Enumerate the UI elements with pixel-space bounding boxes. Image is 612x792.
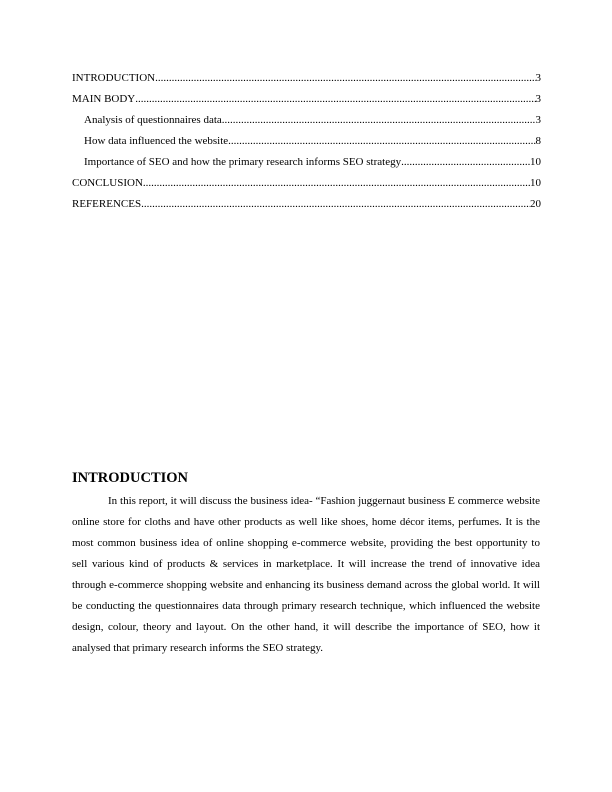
- introduction-heading: INTRODUCTION: [72, 470, 189, 486]
- toc-entry-how-data-influenced[interactable]: [72, 134, 541, 155]
- toc-entry-label: REFERENCES: [72, 198, 142, 210]
- toc-dot-leader: [222, 113, 536, 127]
- toc-entry-analysis-of-questionnaires[interactable]: [72, 113, 541, 134]
- toc-entry-page: 3: [535, 93, 541, 105]
- introduction-paragraph: In this report, it will discuss the business idea- “Fashion juggernaut business E commerce website online store for cloths and have other products as well like shoes, home décor items, perfumes. It is the most common business idea of online shopping e-commerce website, providing the best opportunity to sell various kind of products & services in marketplace. It will increase the trend of innovative idea through e-commerce shopping website and enhancing its business demand across the global world. It will be conducting the questionnaires data through primary research technique, which influenced the website design, colour, theory and layout. On the other hand, it will describe the importance of SEO, how it analysed that primary research informs the SEO strategy.: [72, 495, 540, 654]
- toc-entry-main-body[interactable]: [72, 92, 541, 113]
- toc-dot-leader: [143, 176, 530, 190]
- toc-dot-leader: [228, 134, 535, 148]
- toc-entry-label: CONCLUSION: [72, 177, 143, 189]
- toc-entry-label: Importance of SEO and how the primary research informs SEO strategy: [84, 156, 402, 168]
- toc-entry-page: 20: [530, 198, 541, 210]
- toc-entry-label: Analysis of questionnaires data: [84, 114, 222, 126]
- toc-entry-references[interactable]: [72, 197, 541, 218]
- toc-entry-label: How data influenced the website: [84, 135, 229, 147]
- toc-entry-page: 10: [530, 156, 541, 168]
- toc-entry-page: 3: [535, 72, 541, 84]
- toc-entry-conclusion[interactable]: [72, 176, 541, 197]
- toc-entry-page: 8: [535, 135, 541, 147]
- toc-dot-leader: [155, 71, 535, 85]
- toc-dot-leader: [401, 155, 530, 169]
- toc-entry-page: 3: [535, 114, 541, 126]
- toc-entry-importance-of-seo[interactable]: [72, 155, 541, 176]
- toc-entry-introduction[interactable]: [72, 71, 541, 92]
- toc-dot-leader: [135, 92, 535, 106]
- toc-entry-label: INTRODUCTION: [72, 72, 156, 84]
- toc-entry-page: 10: [530, 177, 541, 189]
- toc-entry-label: MAIN BODY: [72, 93, 136, 105]
- table-of-contents: [72, 71, 541, 218]
- toc-dot-leader: [141, 197, 530, 211]
